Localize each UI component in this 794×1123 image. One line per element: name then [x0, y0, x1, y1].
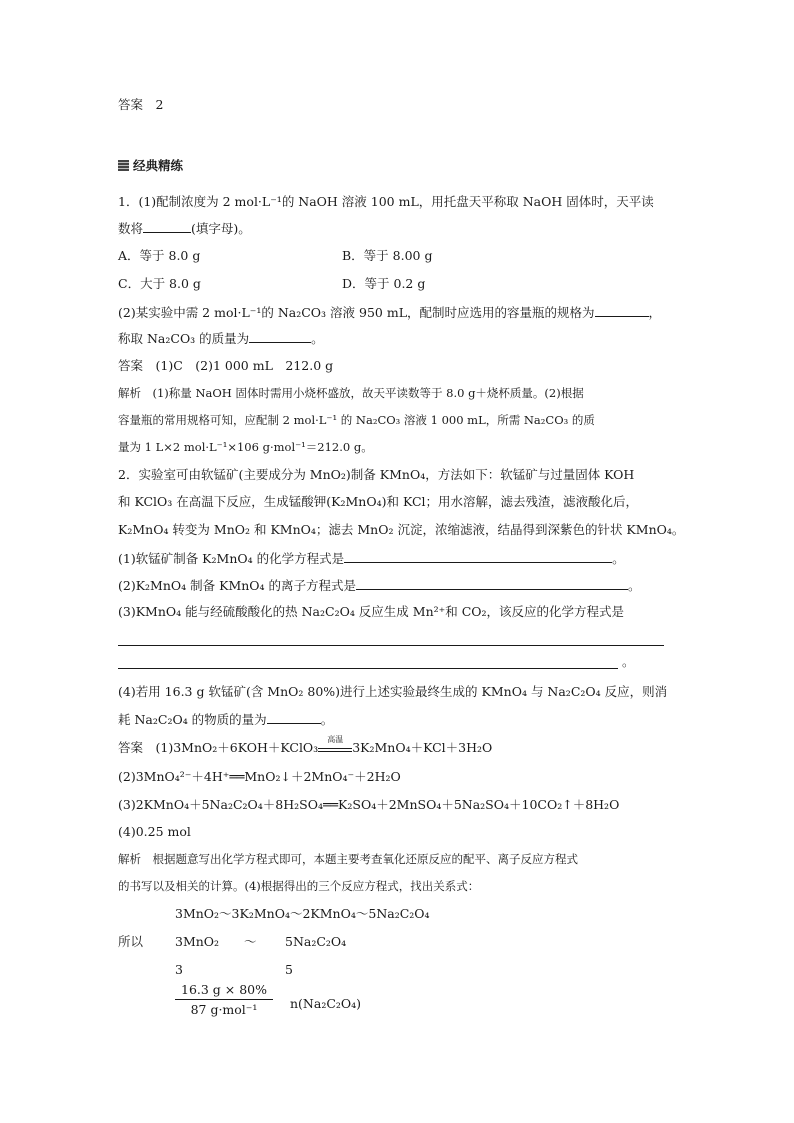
q1-part2-line2	[118, 330, 324, 347]
double-line-icon	[318, 748, 352, 752]
q2-part1-text: (1)软锰矿制备 K₂MnO₄ 的化学方程式是	[118, 551, 345, 566]
equation-left: 答案 (1)3MnO₂＋6KOH＋KClO₃	[118, 740, 319, 755]
answer-line: 答案 2	[118, 97, 164, 112]
q1-option-d: D．等于 0.2 g	[342, 276, 426, 291]
relation-chain: 3MnO₂～3K₂MnO₄～2KMnO₄～5Na₂C₂O₄	[175, 906, 430, 921]
q1-stem-text: 数将	[118, 221, 144, 236]
q1-option-b: B．等于 8.00 g	[342, 248, 433, 263]
q1-stem-line1: 1．(1)配制浓度为 2 mol·L⁻¹的 NaOH 溶液 100 mL，用托盘天平称取 NaOH 固体时，天平读	[118, 194, 654, 209]
q1-stem-text-end: (填字母)。	[191, 221, 251, 236]
answer-blank	[143, 220, 191, 233]
relation-tilde: ～	[244, 934, 257, 949]
q2-analysis-line2: 的书写以及相关的计算。(4)根据得出的三个反应方程式，找出关系式：	[118, 879, 480, 893]
q1-part2-line1	[118, 304, 661, 321]
answer-line-blank	[118, 668, 618, 669]
q2-part3-end: 。	[622, 654, 635, 669]
q2-part4-end: 。	[320, 712, 334, 727]
q1-option-a: A．等于 8.0 g	[118, 248, 201, 263]
q2-part3: (3)KMnO₄ 能与经硫酸酸化的热 Na₂C₂O₄ 反应生成 Mn²⁺和 CO₂，该反应的化学方程式是	[118, 604, 625, 619]
q2-part2	[118, 577, 641, 594]
suoyi-label: 所以	[118, 934, 144, 949]
q1-part2-text2: 称取 Na₂CO₃ 的质量为	[118, 331, 250, 346]
q2-part4-line2	[118, 711, 333, 728]
q2-answer-2: (2)3MnO₄²⁻＋4H⁺══MnO₂↓＋2MnO₄⁻＋2H₂O	[118, 769, 401, 784]
q1-part2-text: (2)某实验中需 2 mol·L⁻¹的 Na₂CO₃ 溶液 950 mL，配制时应选用的容量瓶的规格为	[118, 305, 595, 320]
section-title: 经典精练	[133, 158, 184, 173]
q2-stem-line3: K₂MnO₄ 转变为 MnO₂ 和 KMnO₄；滤去 MnO₂ 沉淀，浓缩滤液，结晶得到深紫色的针状 KMnO₄。	[118, 522, 685, 537]
mass-fraction	[175, 982, 273, 1017]
answer-blank	[344, 550, 612, 563]
q1-option-c: C．大于 8.0 g	[118, 276, 201, 291]
q2-answer-1	[118, 735, 493, 756]
answer-blank	[356, 577, 628, 590]
answer-blank	[267, 711, 321, 724]
q2-answer-4: (4)0.25 mol	[118, 824, 191, 839]
q1-analysis-line3: 量为 1 L×2 mol·L⁻¹×106 g·mol⁻¹＝212.0 g。	[118, 440, 373, 454]
q2-part4-text: 耗 Na₂C₂O₄ 的物质的量为	[118, 712, 267, 727]
fraction-numerator: 16.3 g × 80%	[175, 982, 273, 1000]
q2-stem-line2: 和 KClO₃ 在高温下反应，生成锰酸钾(K₂MnO₄)和 KCl；用水溶解，滤去残渣，滤液酸化后，	[118, 494, 639, 509]
q1-part2-text2-end: 。	[311, 331, 324, 346]
answer-blank	[595, 304, 649, 317]
relation-left: 3MnO₂	[175, 934, 220, 949]
coef-left: 3	[175, 962, 183, 977]
fraction-denominator: 87 g·mol⁻¹	[190, 1002, 258, 1017]
q1-part2-text-end: ，	[648, 305, 662, 320]
q1-analysis-line1: 解析 (1)称量 NaOH 固体时需用小烧杯盛放，故天平读数等于 8.0 g＋烧杯质量。(2)根据	[118, 386, 584, 400]
answer-line-blank	[118, 645, 664, 646]
q2-part1-end: 。	[612, 551, 625, 566]
reaction-condition	[318, 735, 352, 752]
q2-part2-end: 。	[628, 578, 641, 593]
q2-part4-line1: (4)若用 16.3 g 软锰矿(含 MnO₂ 80%)进行上述实验最终生成的 KMnO₄ 与 Na₂C₂O₄ 反应，则消	[118, 684, 668, 699]
q2-part1	[118, 550, 625, 567]
square-bullet-icon	[118, 160, 129, 171]
equation-right: 3K₂MnO₄＋KCl＋3H₂O	[352, 740, 493, 755]
answer-blank	[249, 330, 311, 343]
relation-right: 5Na₂C₂O₄	[285, 934, 347, 949]
q2-part2-text: (2)K₂MnO₄ 制备 KMnO₄ 的离子方程式是	[118, 578, 357, 593]
q2-analysis-line1: 解析 根据题意写出化学方程式即可，本题主要考查氧化还原反应的配平、离子反应方程式	[118, 852, 578, 866]
q1-answer: 答案 (1)C (2)1 000 mL 212.0 g	[118, 358, 334, 373]
section-header	[118, 158, 183, 174]
condition-label: 高温	[327, 735, 344, 744]
q1-analysis-line2: 容量瓶的常用规格可知，应配制 2 mol·L⁻¹ 的 Na₂CO₃ 溶液 1 000 mL，所需 Na₂CO₃ 的质	[118, 413, 595, 427]
q2-answer-3: (3)2KMnO₄＋5Na₂C₂O₄＋8H₂SO₄══K₂SO₄＋2MnSO₄＋5Na₂SO₄＋10CO₂↑＋8H₂O	[118, 797, 620, 812]
q1-stem-line2	[118, 220, 251, 237]
n-expression: n(Na₂C₂O₄)	[290, 996, 362, 1011]
q2-stem-line1: 2．实验室可由软锰矿(主要成分为 MnO₂)制备 KMnO₄，方法如下：软锰矿与过量固体 KOH	[118, 467, 635, 482]
coef-right: 5	[285, 962, 293, 977]
